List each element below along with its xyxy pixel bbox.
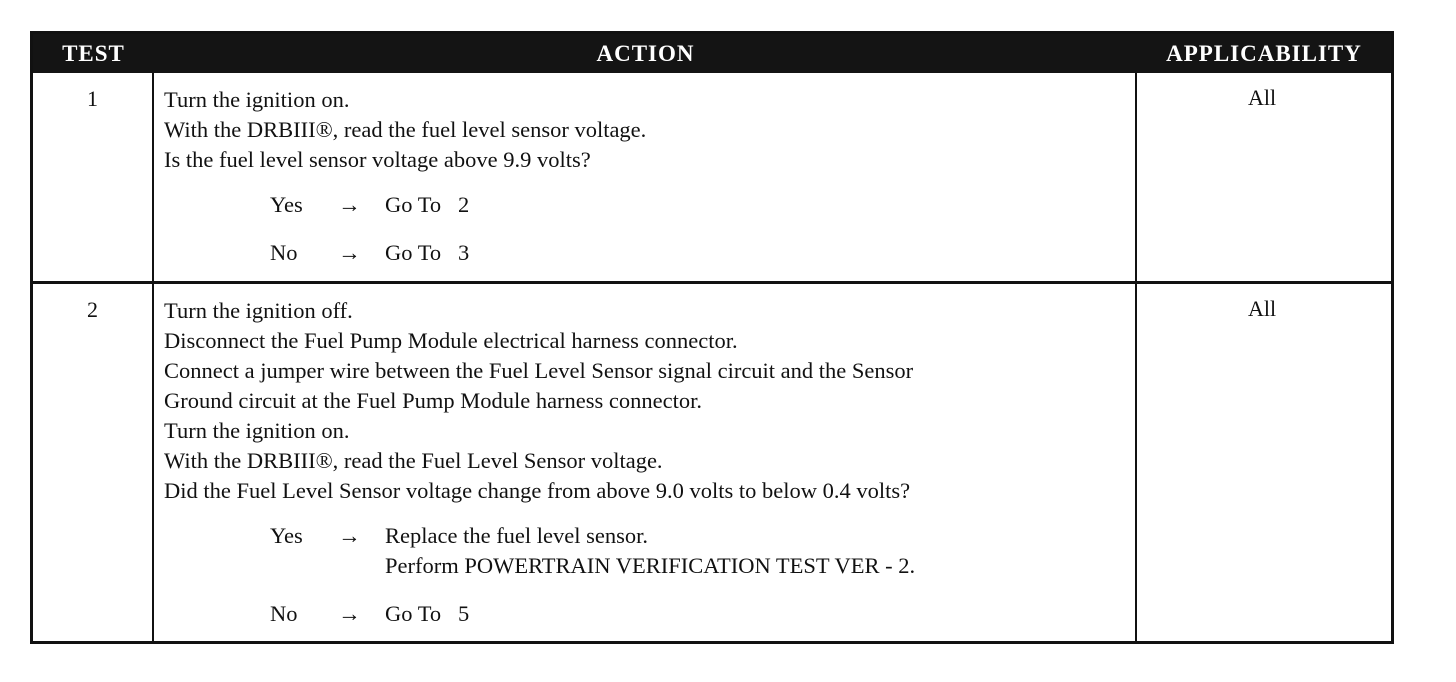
step-text: Turn the ignition on.: [164, 418, 350, 443]
result-text: Replace the fuel level sensor.: [385, 523, 649, 548]
outcome-label: No: [270, 601, 298, 626]
step-text: With the DRBIII®, read the fuel level sensor voltage.: [164, 117, 647, 142]
right-arrow-icon: →: [338, 523, 361, 548]
result-text: Go To 2: [385, 192, 470, 217]
outcome-list: [270, 521, 1135, 629]
outcome-label: Yes: [270, 523, 303, 548]
outcome-no: [270, 599, 1135, 629]
right-arrow-icon: →: [338, 601, 361, 626]
result-text: Go To 5: [385, 601, 470, 626]
test-number: 1: [33, 73, 154, 281]
action-cell: [154, 73, 1137, 281]
step-text: With the DRBIII®, read the Fuel Level Sensor voltage.: [164, 448, 663, 473]
header-test: TEST: [62, 40, 125, 66]
header-applicability: APPLICABILITY: [1166, 40, 1362, 66]
right-arrow-icon: →: [338, 192, 361, 217]
outcome-label: No: [270, 240, 298, 265]
table-header: [33, 34, 1391, 73]
header-action: ACTION: [596, 40, 695, 66]
step-text: Turn the ignition off.: [164, 298, 353, 323]
right-arrow-icon: →: [338, 240, 361, 265]
result-text: Go To 3: [385, 240, 470, 265]
step-text: Turn the ignition on.: [164, 87, 350, 112]
test-number: 2: [33, 284, 154, 641]
outcome-result: [385, 238, 469, 268]
outcome-result: [385, 190, 469, 220]
outcome-list: [270, 190, 1135, 268]
step-text: Disconnect the Fuel Pump Module electrical harness connector.: [164, 328, 738, 353]
outcome-no: [270, 238, 1135, 268]
outcome-yes: [270, 190, 1135, 220]
outcome-yes: [270, 521, 1135, 581]
table-row: [33, 73, 1391, 281]
step-text: Connect a jumper wire between the Fuel Level Sensor signal circuit and the Sensor: [164, 358, 914, 383]
applicability-value: All: [1247, 85, 1277, 110]
diagnostic-test-table: [30, 31, 1394, 644]
step-text: Ground circuit at the Fuel Pump Module harness connector.: [164, 388, 703, 413]
table-row: [33, 281, 1391, 641]
outcome-result: [385, 599, 469, 629]
step-text: Did the Fuel Level Sensor voltage change from above 9.0 volts to below 0.4 volts?: [164, 478, 911, 503]
step-text: Is the fuel level sensor voltage above 9.9 volts?: [164, 147, 591, 172]
result-text: Perform POWERTRAIN VERIFICATION TEST VER - 2.: [385, 553, 916, 578]
outcome-label: Yes: [270, 192, 303, 217]
applicability-value: All: [1247, 296, 1277, 321]
outcome-result: [385, 521, 915, 581]
action-cell: [154, 284, 1137, 641]
